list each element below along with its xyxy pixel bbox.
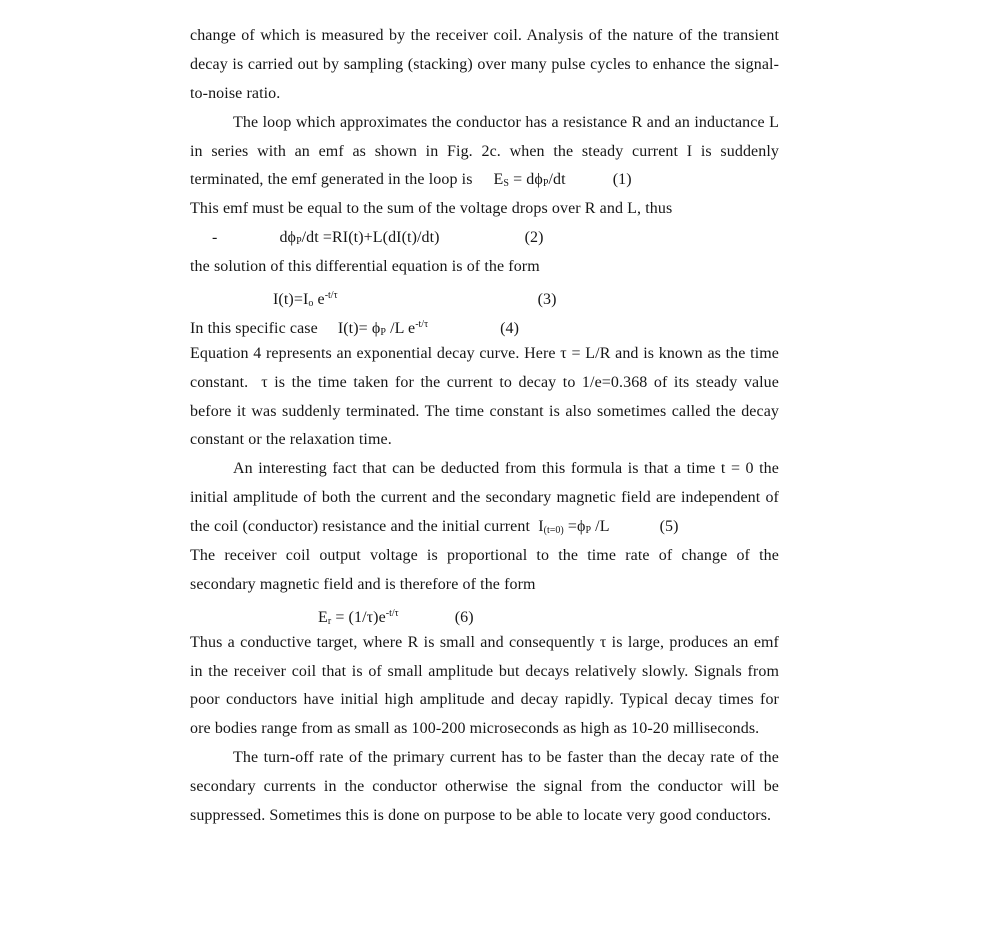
text-line: Thus a conductive target, where R is small and consequently τ is large, produces an emf: [190, 633, 779, 651]
subscript-text: P: [542, 178, 549, 190]
subscript-text: r: [327, 615, 332, 627]
spacing-gap: [318, 332, 338, 333]
equation-line-5: the coil (conductor) resistance and the initial current $I_{(t=0)} =\phi_P$ /L (5): [190, 518, 679, 537]
spacing-gap: [338, 303, 538, 304]
spacing-gap: [440, 241, 525, 242]
text-line: to-noise ratio.: [190, 84, 281, 102]
equation-line-6: $E_r = (1/\tau)e^{-t/\tau}$ (6): [190, 600, 779, 629]
text-line: the solution of this differential equation is of the form: [190, 258, 540, 276]
text-line: initial amplitude of both the current and the secondary magnetic field are independent of: [190, 489, 779, 507]
text-line: The turn-off rate of the primary current has to be faster than the decay rate of the: [233, 749, 779, 767]
spacing-gap: [428, 332, 500, 333]
text-line: The loop which approximates the conductor has a resistance R and an inductance L: [233, 113, 779, 131]
spacing-gap: [190, 303, 273, 304]
spacing-gap: [190, 621, 318, 622]
spacing-gap: [217, 241, 279, 242]
subscript-text: (t=0): [543, 525, 564, 537]
text-line: poor conductors have initial high amplitude and decay rapidly. Typical decay times for: [190, 691, 779, 709]
equation-line-3: $I(t)=I_o$ $e^{-t/\tau}$ (3): [190, 282, 779, 311]
spacing-gap: [399, 621, 455, 622]
subscript-text: S: [503, 178, 509, 190]
text-block: [190, 22, 779, 831]
text-line: constant. τ is the time taken for the current to decay to 1/e=0.368 of its steady value: [190, 373, 779, 391]
text-line: in series with an emf as shown in Fig. 2c. when the steady current I is suddenly: [190, 142, 779, 160]
subscript-text: o: [308, 298, 314, 310]
superscript-text: -t/τ: [385, 607, 399, 619]
text-line: decay is carried out by sampling (stacking) over many pulse cycles to enhance the signal-: [190, 55, 779, 73]
superscript-text: -t/τ: [324, 290, 338, 302]
text-line: secondary currents in the conductor otherwise the signal from the conductor will be: [190, 778, 779, 796]
equation-line-1: terminated, the emf generated in the loop is $E_S = d\phi_P/dt$ (1): [190, 171, 632, 190]
spacing-gap: [190, 241, 212, 242]
text-line: constant or the relaxation time.: [190, 431, 392, 449]
text-line: Equation 4 represents an exponential decay curve. Here τ = L/R and is known as the time: [190, 344, 779, 362]
text-line: This emf must be equal to the sum of the voltage drops over R and L, thus: [190, 200, 673, 218]
subscript-text: P: [296, 236, 302, 248]
text-line: in the receiver coil that is of small amplitude but decays relatively slowly. Signals from: [190, 662, 779, 680]
spacing-gap: [610, 530, 660, 531]
spacing-gap: [566, 183, 613, 184]
subscript-text: P: [380, 326, 386, 338]
text-line: The receiver coil output voltage is proportional to the time rate of change of the: [190, 547, 779, 565]
equation-line-2: - $d\phi_P/dt =RI(t)+L(dI(t)/dt)$ (2): [190, 224, 779, 253]
text-line: change of which is measured by the receiver coil. Analysis of the nature of the transient: [190, 27, 779, 44]
subscript-text: P: [585, 525, 592, 537]
text-line: ore bodies range from as small as 100-200 microseconds as high as 10-20 milliseconds.: [190, 720, 760, 738]
equation-line-4: In this specific case $I(t)= \phi_P$ /L $e^{-t/\tau}$ (4): [190, 318, 520, 338]
superscript-text: -t/τ: [415, 318, 429, 330]
text-line: An interesting fact that can be deducted from this formula is that a time t = 0 the: [233, 460, 779, 478]
text-line: before it was suddenly terminated. The time constant is also sometimes called the decay: [190, 402, 779, 420]
text-line: secondary magnetic field and is therefore of the form: [190, 575, 536, 593]
text-line: suppressed. Sometimes this is done on purpose to be able to locate very good conductors.: [190, 807, 772, 825]
spacing-gap: [473, 183, 494, 184]
